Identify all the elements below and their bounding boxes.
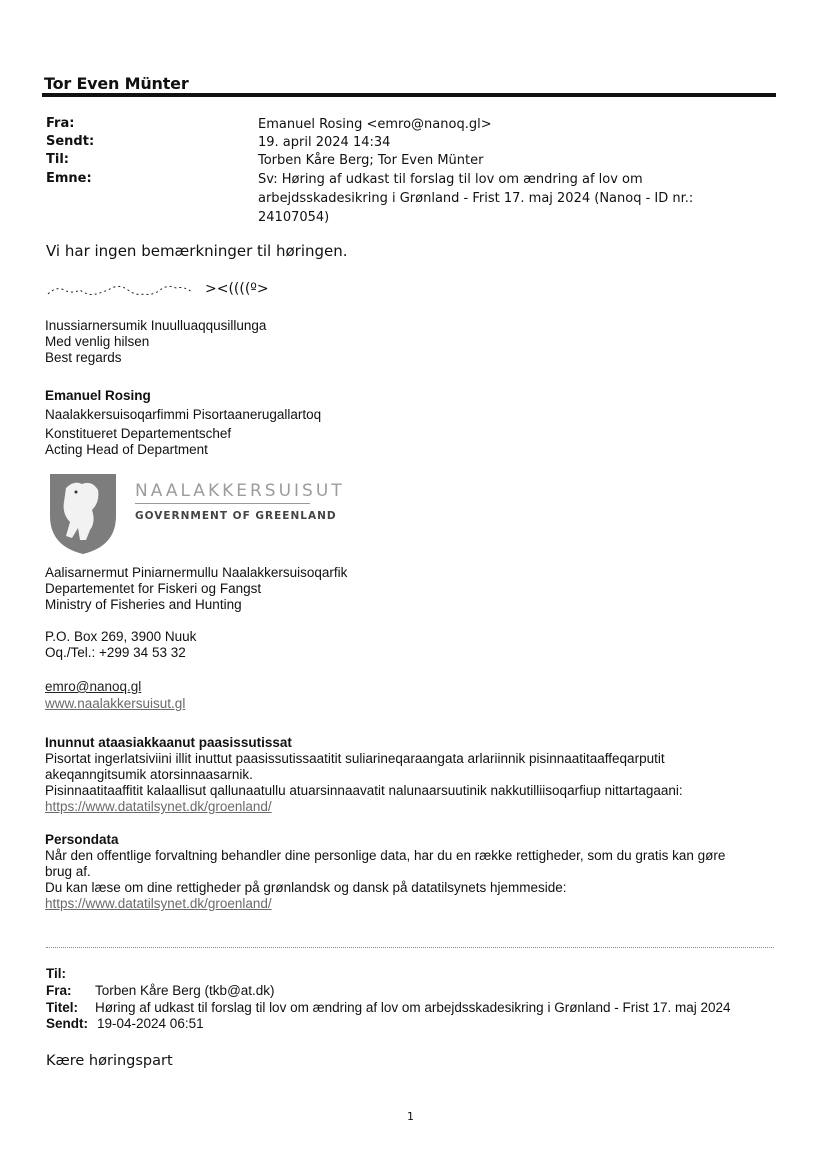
logo-subtitle: GOVERNMENT OF GREENLAND xyxy=(135,510,337,522)
privacy-kl-line3: Pisinnaatitaaffitit kalaallisut qallunaatullu atuarsinnaavatit nalunaarsuutinik nakkutilliisoqarfiup nittartagaani: xyxy=(45,783,683,798)
sent-label: Sendt: xyxy=(46,134,95,149)
subject-value: Sv: Høring af udkast til forslag til lov om ændring af lov om arbejdsskadesikring i Grønland - Frist 17. maj 2024 (Nanoq - ID nr.: 24107054) xyxy=(258,172,694,225)
to-label: Til: xyxy=(46,152,69,167)
fwd-sent-label: Sendt: xyxy=(46,1016,88,1031)
dept-da: Departementet for Fiskeri og Fangst xyxy=(45,581,262,596)
signer-name: Emanuel Rosing xyxy=(45,388,151,403)
forward-divider xyxy=(46,947,774,948)
phone-number: Oq./Tel.: +299 34 53 32 xyxy=(45,645,186,660)
dept-en: Ministry of Fisheries and Hunting xyxy=(45,597,242,612)
signer-title-da: Konstitueret Departementschef xyxy=(45,426,232,441)
website-link[interactable]: www.naalakkersuisut.gl xyxy=(45,696,186,711)
privacy-da-line2: brug af. xyxy=(45,864,91,879)
fwd-title-label: Titel: xyxy=(46,1000,79,1015)
fish-glyph: ><((((º> xyxy=(205,281,269,297)
privacy-kl-line2: akeqanngitsumik atorsinnaasarnik. xyxy=(45,767,253,782)
closing-en: Best regards xyxy=(45,350,122,365)
subject-label: Emne: xyxy=(46,171,92,186)
signer-title-kl: Naalakkersuisoqarfimmi Pisortaanerugallartoq xyxy=(45,407,322,422)
page-number: 1 xyxy=(407,1110,414,1123)
header-rule xyxy=(42,93,776,97)
from-value: Emanuel Rosing <emro@nanoq.gl> xyxy=(258,117,492,132)
to-value: Torben Kåre Berg; Tor Even Münter xyxy=(258,153,484,168)
message-intro: Vi har ingen bemærkninger til høringen. xyxy=(46,242,348,260)
privacy-da-line3: Du kan læse om dine rettigheder på grønlandsk og dansk på datatilsynets hjemmeside: xyxy=(45,880,567,895)
fwd-from-label: Fra: xyxy=(46,983,72,998)
fwd-to-label: Til: xyxy=(46,966,66,981)
signer-title-en: Acting Head of Department xyxy=(45,442,208,457)
coat-of-arms-icon xyxy=(46,470,120,561)
logo-divider xyxy=(135,503,310,504)
fwd-sent-value: 19-04-2024 06:51 xyxy=(97,1016,204,1031)
postal-address: P.O. Box 269, 3900 Nuuk xyxy=(45,629,197,644)
privacy-da-heading: Persondata xyxy=(45,832,119,847)
greeting: Kære høringspart xyxy=(46,1053,173,1069)
fwd-from-value: Torben Kåre Berg (tkb@at.dk) xyxy=(95,983,275,998)
privacy-kl-line1: Pisortat ingerlatsiviini illit inuttut paasissutissaatitit suliarineqaraangata arlariinnik pisinnaatitaaffeqarputit xyxy=(45,751,665,766)
from-label: Fra: xyxy=(46,116,75,131)
logo-wordmark: NAALAKKERSUISUT xyxy=(135,481,345,501)
privacy-kl-link[interactable]: https://www.datatilsynet.dk/groenland/ xyxy=(45,799,272,814)
sent-value: 19. april 2024 14:34 xyxy=(258,135,391,150)
closing-da: Med venlig hilsen xyxy=(45,334,150,349)
privacy-da-link[interactable]: https://www.datatilsynet.dk/groenland/ xyxy=(45,896,272,911)
dept-kl: Aalisarnermut Piniarnermullu Naalakkersuisoqarfik xyxy=(45,565,348,580)
fwd-title-value: Høring af udkast til forslag til lov om ændring af lov om arbejdsskadesikring i Grønland - Frist 17. maj 2024 xyxy=(95,1000,731,1015)
email-link[interactable]: emro@nanoq.gl xyxy=(45,679,142,694)
privacy-kl-heading: Inunnut ataasiakkaanut paasissutissat xyxy=(45,735,292,750)
author-name: Tor Even Münter xyxy=(44,74,189,93)
privacy-da-line1: Når den offentlige forvaltning behandler dine personlige data, har du en række rettigheder, som du gratis kan gøre xyxy=(45,848,726,863)
closing-kl: Inussiarnersumik Inuulluaqqusillunga xyxy=(45,318,267,333)
